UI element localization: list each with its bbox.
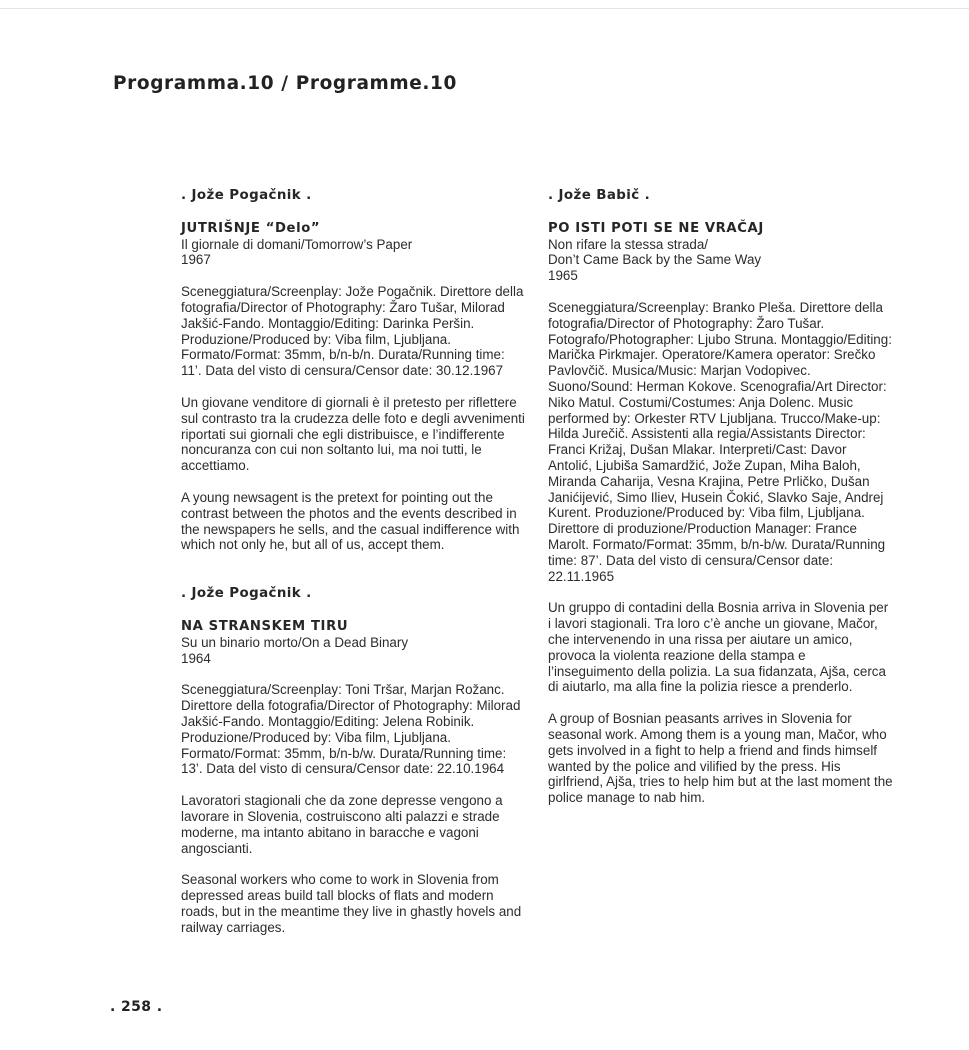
film-entry-po-isti-poti: [548, 188, 893, 806]
director-name: . Jože Babič .: [548, 188, 651, 203]
page-title: Programma.10 / Programme.10: [113, 73, 458, 94]
film-subtitle: Su un binario morto/On a Dead Binary: [181, 634, 409, 650]
film-title: NA STRANSKEM TIRU: [181, 618, 349, 634]
film-subtitle: Il giornale di domani/Tomorrow’s Paper: [181, 236, 413, 252]
film-title: JUTRIŠNJE “Delo”: [181, 220, 321, 236]
director-name: . Jože Pogačnik .: [181, 188, 312, 203]
film-year: 1967: [181, 252, 211, 268]
film-year: 1964: [181, 650, 211, 666]
synopsis-english: A young newsagent is the pretext for pointing out the contrast between the photos and the events described in the newspapers he sells, and the casual indifference with which not only he, but all of us, accept them.: [181, 489, 520, 553]
synopsis-italian: Un gruppo di contadini della Bosnia arriva in Slovenia per i lavori stagionali. Tra loro c’è anche un giovane, Mačor, che intervenendo in una rissa per aiutare un amico, provoca la violenta reazione della stampa e l’inseguimento della polizia. La sua fidanzata, Ajša, cerca di aiutarlo, ma alla fine la polizia riesce a prenderlo.: [548, 600, 889, 695]
synopsis-english: Seasonal workers who come to work in Slovenia from depressed areas build tall blocks of flats and modern roads, but in the meantime they live in ghastly hovels and railway carriages.: [181, 872, 522, 935]
synopsis-english: A group of Bosnian peasants arrives in Slovenia for seasonal work. Among them is a young man, Mačor, who gets involved in a fight to help a friend and finds himself wanted by the police and vilified by the press. His girlfriend, Ajša, tries to help him but at the last moment the police manage to nab him.: [548, 711, 893, 806]
film-credits: Sceneggiatura/Screenplay: Toni Tršar, Marjan Rožanc. Direttore della fotografia/Director of Photography: Milorad Jakšić-Fando. Montaggio/Editing: Jelena Robinik. Produzione/Produced by: Viba film, Ljubljana. Formato/Format: 35mm, b/n-b/w. Durata/Running time: 13’. Data del visto di censura/Censor date: 22.10.1964: [181, 682, 521, 777]
page-number: . 258 .: [110, 999, 163, 1015]
film-credits: Sceneggiatura/Screenplay: Branko Pleša. Direttore della fotografia/Director of Photography: Žaro Tušar. Fotografo/Photographer: Ljubo Struna. Montaggio/Editing: Marička Pirkmajer. Operatore/Kamera operator: Srečko Pavlovčič. Musica/Music: Marjan Vodopivec. Suono/Sound: Herman Kokove. Scenografia/Art Director: Niko Matul. Costumi/Costumes: Anja Dolenc. Music performed by: Orkester RTV Ljubljana. Trucco/Make-up: Hilda Jurečič. Assistenti alla regia/Assistants Director: Franci Križaj, Dušan Mlakar. Interpreti/Cast: Davor Antolić, Ljubiša Samardžić, Jože Zupan, Miha Baloh, Miranda Caharija, Vesna Krajina, Petre Prličko, Dušan Janićijević, Simo Iliev, Husein Čokić, Slavko Saje, Andrej Kurent. Produzione/Produced by: Viba film, Ljubljana. Direttore di produzione/Production Manager: France Marolt. Formato/Format: 35mm, b/n-b/w. Durata/Running time: 87’. Data del visto di censura/Censor date: 22.11.1965: [548, 299, 892, 584]
synopsis-italian: Lavoratori stagionali che da zone depresse vengono a lavorare in Slovenia, costruiscono alti palazzi e strade moderne, ma intanto abitano in baracche e vagoni angoscianti.: [181, 793, 503, 856]
synopsis-italian: Un giovane venditore di giornali è il pretesto per riflettere sul contrasto tra la crudezza delle foto e degli avvenimenti riportati sui giornali che egli distribuisce, e l’indifferente noncuranza con cui non soltanto lui, ma noi tutti, le accettiamo.: [181, 394, 525, 474]
film-subtitle-line-1: Non rifare la stessa strada/: [548, 236, 709, 252]
film-entry-na-stranskem-tiru: [181, 586, 526, 935]
film-year: 1965: [548, 268, 578, 284]
right-column: [548, 188, 893, 806]
film-credits: Sceneggiatura/Screenplay: Jože Pogačnik. Direttore della fotografia/Director of Photography: Žaro Tušar, Milorad Jakšić-Fando. Montaggio/Editing: Darinka Peršin. Produzione/Produced by: Viba film, Ljubljana. Formato/Format: 35mm, b/n-b/n. Durata/Running time: 11’. Data del visto di censura/Censor date: 30.12.1967: [181, 284, 524, 379]
film-subtitle-line-2: Don’t Came Back by the Same Way: [548, 252, 762, 268]
director-name: . Jože Pogačnik .: [181, 586, 312, 602]
film-title: PO ISTI POTI SE NE VRAČAJ: [548, 220, 764, 236]
top-rule: [0, 8, 969, 9]
film-entry-jutrisnje-delo: [181, 188, 526, 553]
left-column: [181, 188, 526, 935]
